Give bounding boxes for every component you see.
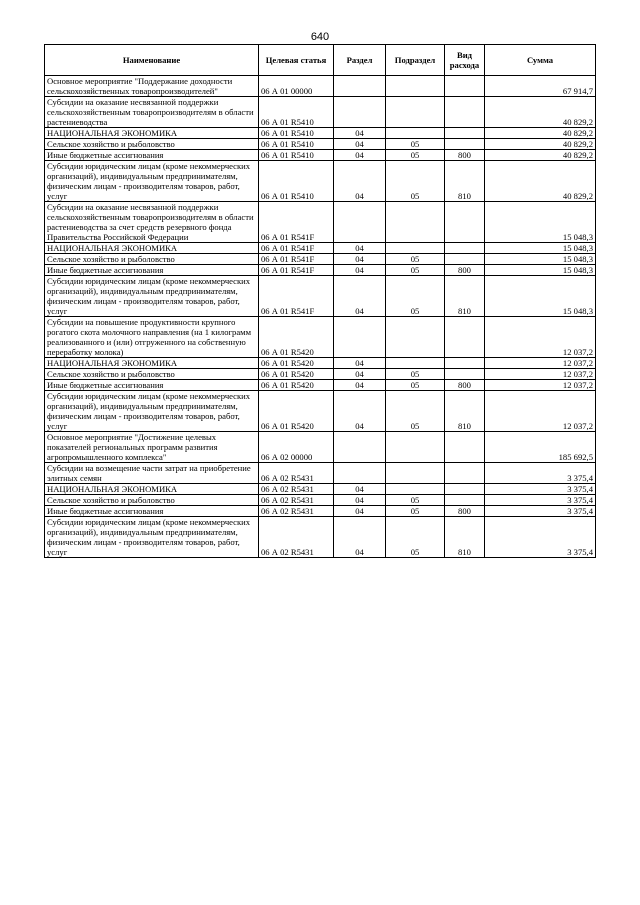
table-row <box>45 391 596 432</box>
cell-expense-type: 810 <box>445 517 485 558</box>
cell-sum: 40 829,2 <box>485 97 596 128</box>
cell-code: 06 А 01 R5410 <box>259 150 334 161</box>
table-body <box>45 76 596 558</box>
cell-expense-type <box>445 243 485 254</box>
cell-subsection: 05 <box>386 265 445 276</box>
cell-section: 04 <box>334 391 386 432</box>
header-expense-type: Вид расхода <box>445 45 485 76</box>
cell-section: 04 <box>334 254 386 265</box>
cell-subsection <box>386 484 445 495</box>
page-number: 640 <box>310 31 330 43</box>
cell-name: Субсидии на возмещение части затрат на приобретение элитных семян <box>45 463 259 484</box>
table-row <box>45 380 596 391</box>
cell-subsection: 05 <box>386 369 445 380</box>
cell-section: 04 <box>334 265 386 276</box>
table-row <box>45 432 596 463</box>
cell-sum: 15 048,3 <box>485 276 596 317</box>
cell-sum: 12 037,2 <box>485 317 596 358</box>
cell-section <box>334 202 386 243</box>
cell-sum: 12 037,2 <box>485 391 596 432</box>
table-row <box>45 517 596 558</box>
cell-section: 04 <box>334 484 386 495</box>
cell-subsection: 05 <box>386 150 445 161</box>
cell-sum: 15 048,3 <box>485 254 596 265</box>
cell-subsection <box>386 128 445 139</box>
cell-subsection <box>386 463 445 484</box>
cell-code: 06 А 02 R5431 <box>259 463 334 484</box>
cell-name: Субсидии на оказание несвязанной поддержки сельскохозяйственным товаропроизводителям в области растениеводства <box>45 97 259 128</box>
cell-code: 06 А 01 R5420 <box>259 369 334 380</box>
cell-name: Иные бюджетные ассигнования <box>45 265 259 276</box>
cell-code: 06 А 01 R541F <box>259 254 334 265</box>
cell-name: Иные бюджетные ассигнования <box>45 506 259 517</box>
cell-expense-type <box>445 128 485 139</box>
cell-name: Субсидии юридическим лицам (кроме некоммерческих организаций), индивидуальным предпринимателям, физическим лицам - производителям товаров, работ, услуг <box>45 276 259 317</box>
cell-expense-type <box>445 202 485 243</box>
cell-subsection <box>386 317 445 358</box>
cell-expense-type: 800 <box>445 380 485 391</box>
cell-code: 06 А 01 R5410 <box>259 139 334 150</box>
cell-sum: 12 037,2 <box>485 358 596 369</box>
header-name: Наименование <box>45 45 259 76</box>
cell-name: Субсидии юридическим лицам (кроме некоммерческих организаций), индивидуальным предпринимателям, физическим лицам - производителям товаров, работ, услуг <box>45 161 259 202</box>
cell-expense-type <box>445 97 485 128</box>
cell-code: 06 А 01 R541F <box>259 265 334 276</box>
cell-expense-type <box>445 317 485 358</box>
cell-sum: 3 375,4 <box>485 495 596 506</box>
cell-section: 04 <box>334 150 386 161</box>
cell-name: Субсидии юридическим лицам (кроме некоммерческих организаций), индивидуальным предпринимателям, физическим лицам - производителям товаров, работ, услуг <box>45 517 259 558</box>
cell-name: Основное мероприятие "Достижение целевых показателей региональных программ развития агропромышленного комплекса" <box>45 432 259 463</box>
cell-expense-type <box>445 463 485 484</box>
cell-code: 06 А 02 R5431 <box>259 495 334 506</box>
cell-code: 06 А 01 R5410 <box>259 97 334 128</box>
cell-section <box>334 432 386 463</box>
cell-subsection: 05 <box>386 380 445 391</box>
cell-sum: 40 829,2 <box>485 128 596 139</box>
cell-code: 06 А 01 R5410 <box>259 128 334 139</box>
cell-name: Сельское хозяйство и рыболовство <box>45 139 259 150</box>
table-row <box>45 128 596 139</box>
cell-subsection: 05 <box>386 506 445 517</box>
cell-section: 04 <box>334 139 386 150</box>
cell-section: 04 <box>334 128 386 139</box>
cell-sum: 40 829,2 <box>485 161 596 202</box>
cell-expense-type: 810 <box>445 391 485 432</box>
cell-name: НАЦИОНАЛЬНАЯ ЭКОНОМИКА <box>45 484 259 495</box>
cell-name: НАЦИОНАЛЬНАЯ ЭКОНОМИКА <box>45 128 259 139</box>
table-row <box>45 358 596 369</box>
header-sum: Сумма <box>485 45 596 76</box>
cell-name: Основное мероприятие "Поддержание доходности сельскохозяйственных товаропроизводителей" <box>45 76 259 97</box>
cell-name: НАЦИОНАЛЬНАЯ ЭКОНОМИКА <box>45 358 259 369</box>
cell-section <box>334 317 386 358</box>
cell-code: 06 А 02 00000 <box>259 432 334 463</box>
cell-section: 04 <box>334 517 386 558</box>
cell-sum: 3 375,4 <box>485 484 596 495</box>
cell-section <box>334 76 386 97</box>
cell-expense-type <box>445 369 485 380</box>
cell-expense-type: 800 <box>445 265 485 276</box>
header-code: Целевая статья <box>259 45 334 76</box>
cell-code: 06 А 01 R5420 <box>259 317 334 358</box>
cell-sum: 185 692,5 <box>485 432 596 463</box>
cell-subsection: 05 <box>386 161 445 202</box>
cell-name: Сельское хозяйство и рыболовство <box>45 495 259 506</box>
table-row <box>45 265 596 276</box>
table-row <box>45 495 596 506</box>
table-header <box>45 45 596 76</box>
cell-name: Субсидии на повышение продуктивности крупного рогатого скота молочного направления (на 1 килограмм реализованного и (или) отгруженного на собственную переработку молока) <box>45 317 259 358</box>
cell-section: 04 <box>334 506 386 517</box>
cell-expense-type <box>445 254 485 265</box>
cell-subsection: 05 <box>386 495 445 506</box>
cell-subsection: 05 <box>386 391 445 432</box>
cell-sum: 12 037,2 <box>485 369 596 380</box>
table-row <box>45 161 596 202</box>
cell-subsection: 05 <box>386 517 445 558</box>
cell-name: НАЦИОНАЛЬНАЯ ЭКОНОМИКА <box>45 243 259 254</box>
header-row <box>45 45 596 76</box>
table-row <box>45 243 596 254</box>
cell-code: 06 А 02 R5431 <box>259 517 334 558</box>
cell-name: Субсидии на оказание несвязанной поддержки сельскохозяйственным товаропроизводителям в области растениеводства за счет средств резервного фонда Правительства Российской Федерации <box>45 202 259 243</box>
table-row <box>45 97 596 128</box>
table-row <box>45 139 596 150</box>
table-row <box>45 276 596 317</box>
header-subsection: Подраздел <box>386 45 445 76</box>
cell-sum: 3 375,4 <box>485 506 596 517</box>
cell-code: 06 А 01 00000 <box>259 76 334 97</box>
cell-sum: 12 037,2 <box>485 380 596 391</box>
cell-name: Иные бюджетные ассигнования <box>45 380 259 391</box>
cell-code: 06 А 01 R5420 <box>259 391 334 432</box>
cell-sum: 40 829,2 <box>485 139 596 150</box>
table-row <box>45 150 596 161</box>
cell-expense-type: 810 <box>445 161 485 202</box>
cell-subsection <box>386 202 445 243</box>
budget-table <box>44 44 596 558</box>
cell-code: 06 А 01 R5420 <box>259 358 334 369</box>
table-row <box>45 76 596 97</box>
cell-subsection <box>386 358 445 369</box>
cell-sum: 3 375,4 <box>485 463 596 484</box>
cell-sum: 67 914,7 <box>485 76 596 97</box>
cell-name: Иные бюджетные ассигнования <box>45 150 259 161</box>
table-row <box>45 317 596 358</box>
cell-code: 06 А 01 R541F <box>259 202 334 243</box>
cell-expense-type <box>445 139 485 150</box>
table-row <box>45 254 596 265</box>
cell-sum: 15 048,3 <box>485 265 596 276</box>
cell-expense-type: 800 <box>445 506 485 517</box>
cell-section: 04 <box>334 369 386 380</box>
cell-code: 06 А 01 R541F <box>259 276 334 317</box>
table-row <box>45 506 596 517</box>
cell-name: Сельское хозяйство и рыболовство <box>45 369 259 380</box>
cell-code: 06 А 02 R5431 <box>259 506 334 517</box>
cell-expense-type <box>445 484 485 495</box>
cell-expense-type <box>445 432 485 463</box>
cell-subsection: 05 <box>386 254 445 265</box>
cell-code: 06 А 01 R5410 <box>259 161 334 202</box>
cell-expense-type <box>445 358 485 369</box>
cell-section: 04 <box>334 380 386 391</box>
cell-sum: 15 048,3 <box>485 243 596 254</box>
cell-section <box>334 97 386 128</box>
cell-section: 04 <box>334 495 386 506</box>
cell-subsection <box>386 97 445 128</box>
cell-expense-type: 800 <box>445 150 485 161</box>
cell-section: 04 <box>334 161 386 202</box>
cell-section: 04 <box>334 358 386 369</box>
cell-expense-type <box>445 495 485 506</box>
cell-section: 04 <box>334 243 386 254</box>
cell-subsection <box>386 432 445 463</box>
cell-subsection: 05 <box>386 276 445 317</box>
table-row <box>45 202 596 243</box>
cell-subsection: 05 <box>386 139 445 150</box>
table-row <box>45 484 596 495</box>
cell-sum: 40 829,2 <box>485 150 596 161</box>
header-section: Раздел <box>334 45 386 76</box>
table-row <box>45 369 596 380</box>
cell-name: Субсидии юридическим лицам (кроме некоммерческих организаций), индивидуальным предпринимателям, физическим лицам - производителям товаров, работ, услуг <box>45 391 259 432</box>
cell-subsection <box>386 243 445 254</box>
cell-subsection <box>386 76 445 97</box>
cell-sum: 3 375,4 <box>485 517 596 558</box>
cell-section <box>334 463 386 484</box>
cell-code: 06 А 02 R5431 <box>259 484 334 495</box>
cell-sum: 15 048,3 <box>485 202 596 243</box>
cell-name: Сельское хозяйство и рыболовство <box>45 254 259 265</box>
table-row <box>45 463 596 484</box>
cell-expense-type: 810 <box>445 276 485 317</box>
cell-code: 06 А 01 R541F <box>259 243 334 254</box>
cell-section: 04 <box>334 276 386 317</box>
cell-code: 06 А 01 R5420 <box>259 380 334 391</box>
cell-expense-type <box>445 76 485 97</box>
